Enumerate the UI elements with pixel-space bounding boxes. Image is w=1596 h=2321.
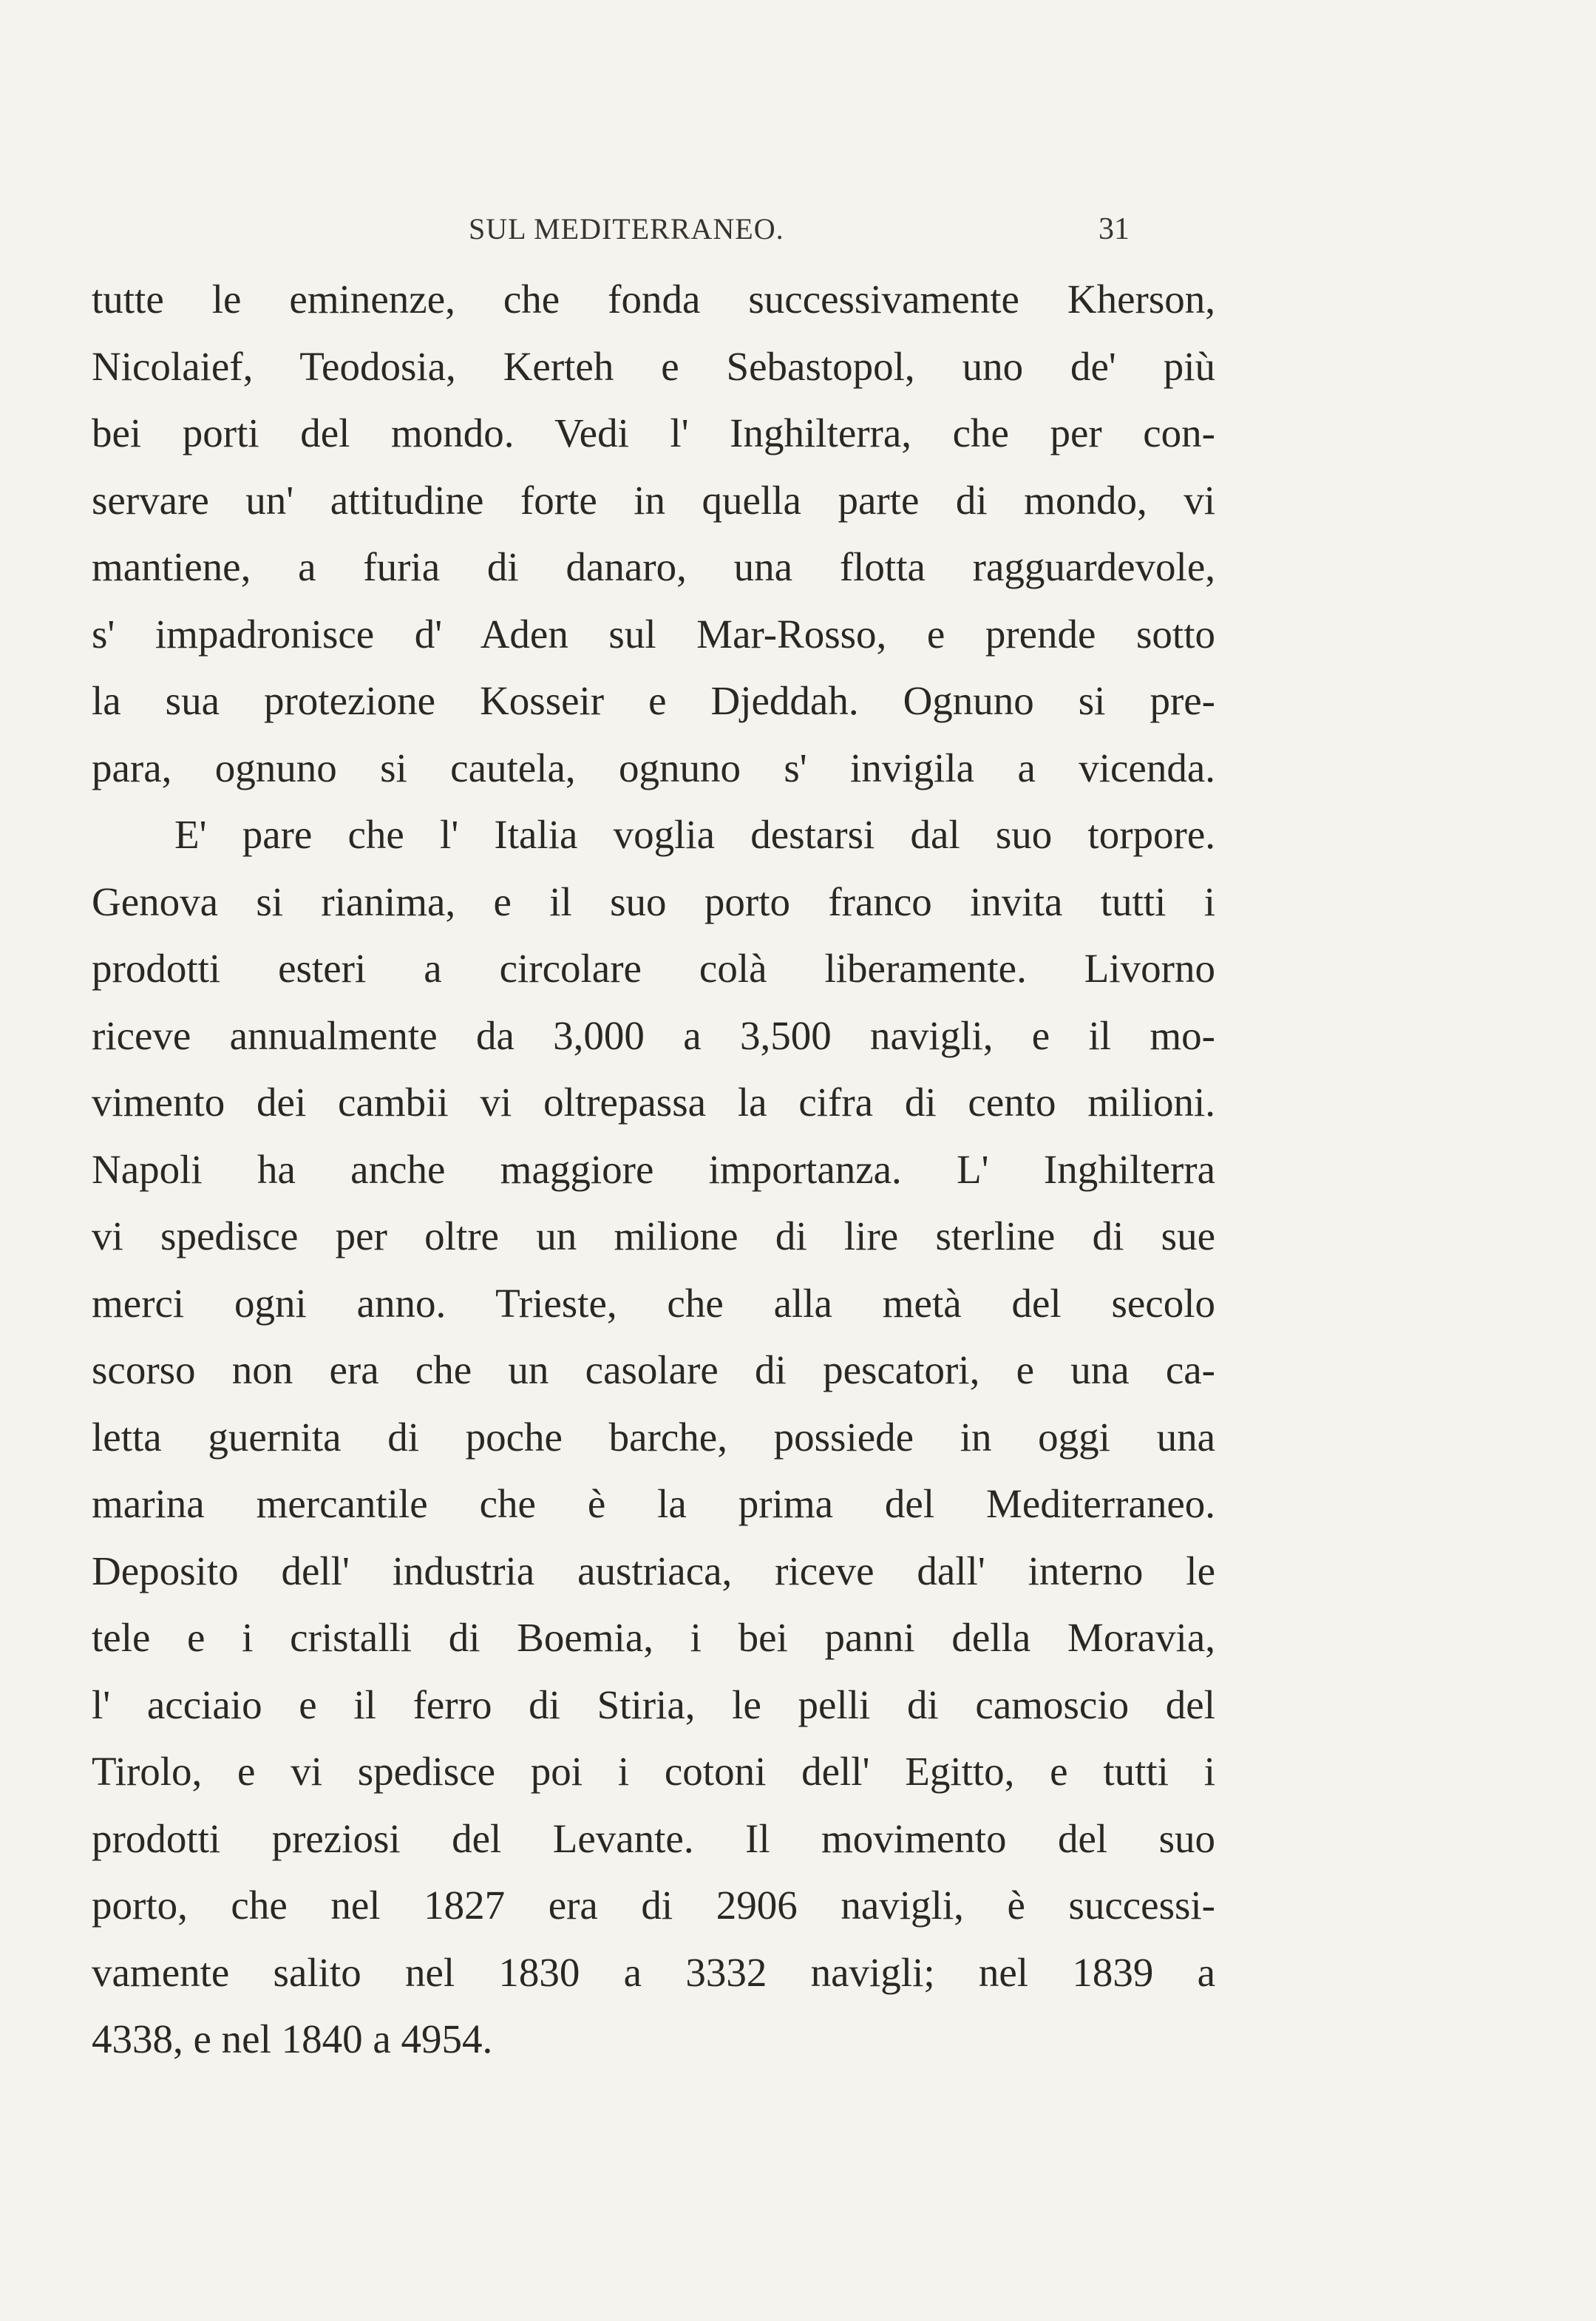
text-line: tele e i cristalli di Boemia, i bei panni della Moravia,	[92, 1615, 1215, 1660]
body-text	[92, 266, 1215, 2073]
text-line: vamente salito nel 1830 a 3332 navigli; nel 1839 a	[92, 1949, 1215, 1995]
page-number: 31	[1098, 212, 1130, 246]
running-head	[92, 209, 1215, 253]
text-line: para, ognuno si cautela, ognuno s' invigila a vicenda.	[92, 745, 1215, 790]
text-line: servare un' attitudine forte in quella parte di mondo, vi	[92, 477, 1215, 523]
text-line: Tirolo, e vi spedisce poi i cotoni dell' Egitto, e tutti i	[92, 1749, 1215, 1794]
text-line: 4338, e nel 1840 a 4954.	[92, 2016, 493, 2061]
text-line: s' impadronisce d' Aden sul Mar-Rosso, e prende sotto	[92, 611, 1215, 657]
text-line: merci ogni anno. Trieste, che alla metà del secolo	[92, 1280, 1215, 1326]
text-line: prodotti preziosi del Levante. Il movimento del suo	[92, 1815, 1215, 1861]
text-line: mantiene, a furia di danaro, una flotta ragguardevole,	[92, 544, 1215, 589]
text-line: marina mercantile che è la prima del Mediterraneo.	[92, 1481, 1215, 1526]
text-line: vi spedisce per oltre un milione di lire sterline di sue	[92, 1213, 1215, 1258]
text-line: riceve annualmente da 3,000 a 3,500 navigli, e il mo-	[92, 1012, 1215, 1058]
text-line: l' acciaio e il ferro di Stiria, le pelli di camoscio del	[92, 1681, 1215, 1727]
text-line: prodotti esteri a circolare colà liberamente. Livorno	[92, 946, 1215, 991]
text-line: la sua protezione Kosseir e Djeddah. Ognuno si pre-	[92, 678, 1215, 723]
text-line: bei porti del mondo. Vedi l' Inghilterra, che per con-	[92, 410, 1215, 455]
text-line: Genova si rianima, e il suo porto franco invita tutti i	[92, 878, 1215, 924]
text-line: tutte le eminenze, che fonda successivamente Kherson,	[92, 277, 1215, 322]
text-line: porto, che nel 1827 era di 2906 navigli, è successi-	[92, 1883, 1215, 1928]
text-line: E' pare che l' Italia voglia destarsi dal suo torpore.	[174, 812, 1215, 857]
running-title: SUL MEDITERRANEO.	[469, 212, 784, 245]
text-line: letta guernita di poche barche, possiede in oggi una	[92, 1414, 1215, 1460]
text-line: Napoli ha anche maggiore importanza. L' Inghilterra	[92, 1146, 1215, 1192]
text-line: Deposito dell' industria austriaca, riceve dall' interno le	[92, 1548, 1215, 1593]
text-line: scorso non era che un casolare di pescatori, e una ca-	[92, 1347, 1215, 1392]
text-line: vimento dei cambii vi oltrepassa la cifra di cento milioni.	[92, 1080, 1215, 1125]
text-line: Nicolaief, Teodosia, Kerteh e Sebastopol, uno de' più	[92, 343, 1215, 389]
